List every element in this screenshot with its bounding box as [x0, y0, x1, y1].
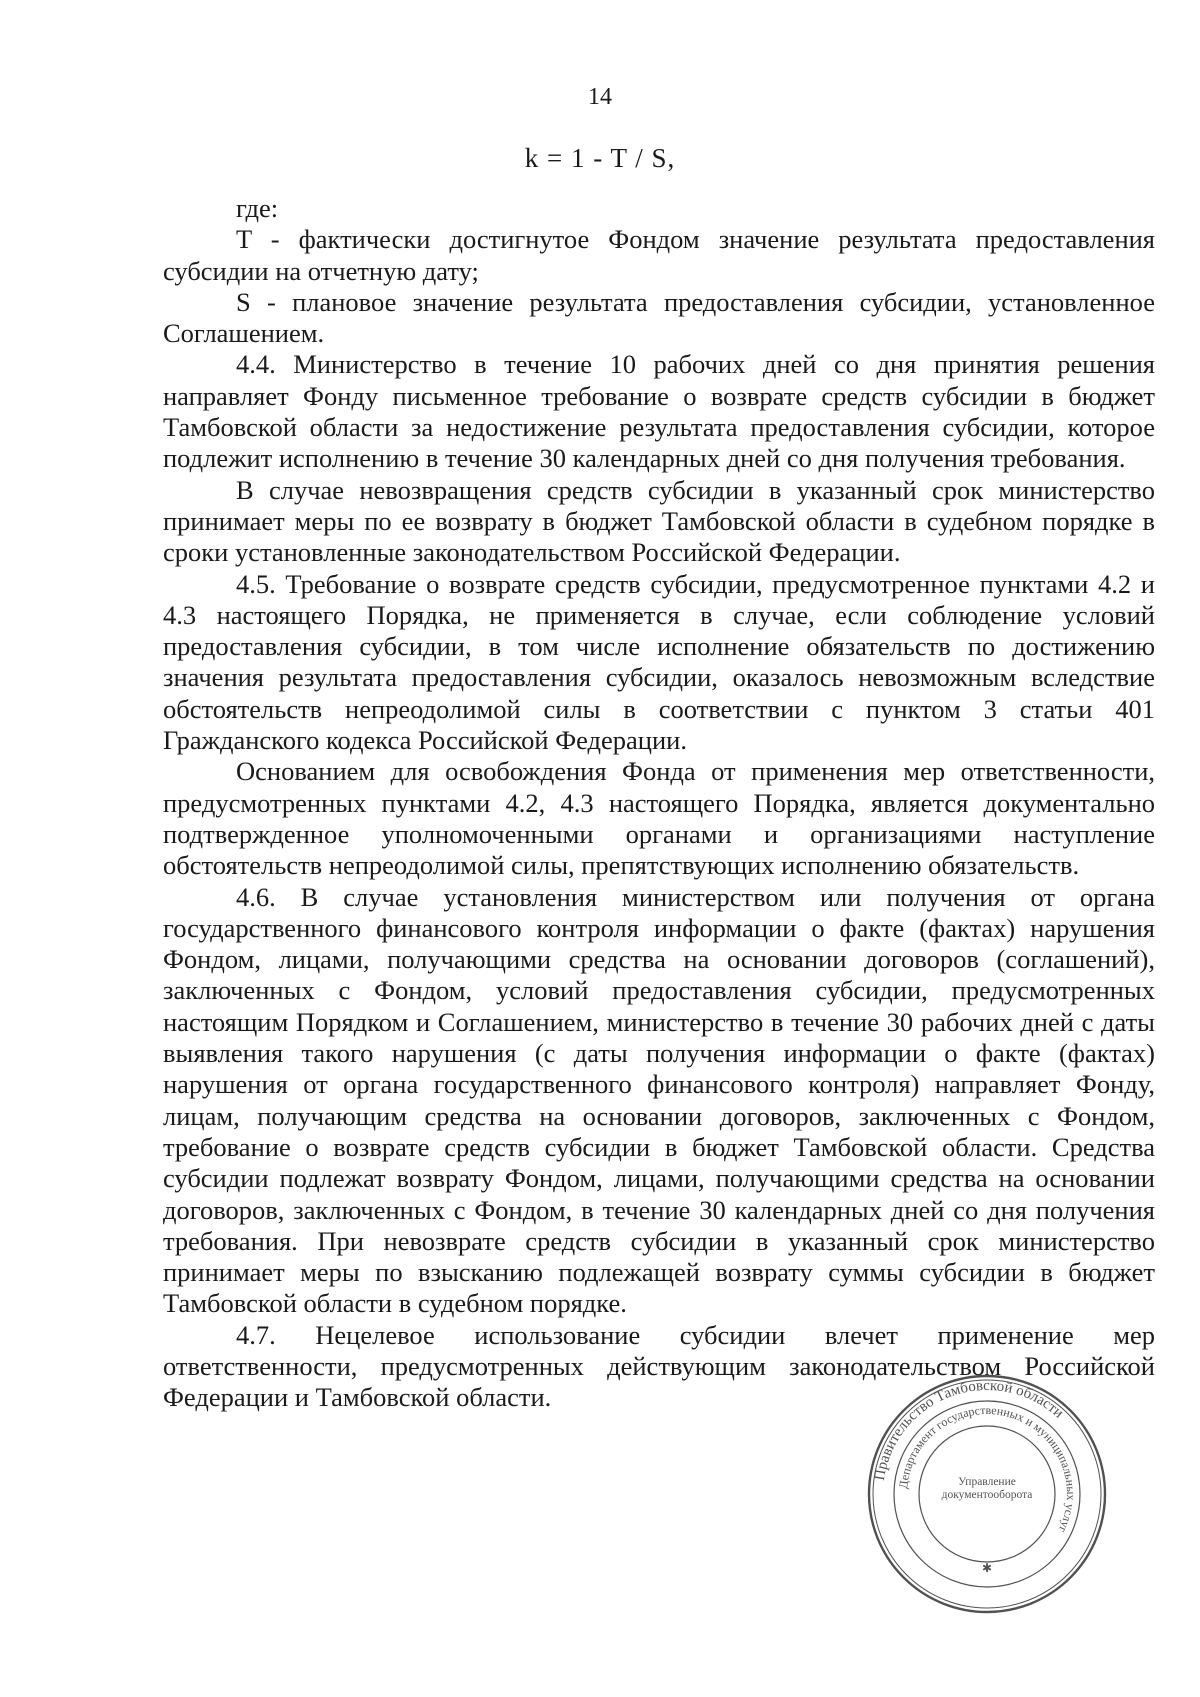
stamp-outer-text: Правительство Тамбовской области — [871, 1377, 1067, 1482]
paragraph-where: где: — [236, 193, 279, 223]
stamp-star-icon: ✱ — [981, 1561, 993, 1575]
paragraph-t-definition: T - фактически достигнутое Фондом значение результата предоставления субсидии на отчетную дату; — [163, 224, 1155, 286]
paragraph-4-5: 4.5. Требование о возврате средств субсидии, предусмотренное пунктами 4.2 и 4.3 настоящего Порядка, не применяется в случае, если соблюдение условий предоставления субсидии, в том числе исполнение обязательств по достижению значения результата предоставления субсидии, оказалось невозможным вследствие обстоятельств непреодолимой силы в соответствии с пунктом 3 статьи 401 Гражданского кодекса Российской Федерации. — [163, 568, 1155, 756]
paragraph-4-7: 4.7. Нецелевое использование субсидии влечет применение мер ответственности, предусмотренных действующим законодательством Российской Федерации и Тамбовской области. — [163, 1319, 1155, 1413]
stamp-center-text: Управление документооборота — [941, 1476, 1033, 1501]
paragraph-4-6: 4.6. В случае установления министерством или получения от органа государственного финансового контроля информации о факте (фактах) нарушения Фондом, лицами, получающими средства на основании договоров (соглашений), заключенных с Фондом, условий предоставления субсидии, предусмотренных настоящим Порядком и Соглашением, министерство в течение 30 рабочих дней с даты выявления такого нарушения (с даты получения информации о факте (фактах) нарушения от органа государственного финансового контроля) направляет Фонду, лицам, получающим средства на основании договоров, заключенных с Фондом, требование о возврате средств субсидии в бюджет Тамбовской области. Средства субсидии подлежат возврату Фондом, лицами, получающими средства на основании договоров, заключенных с Фондом, в течение 30 календарных дней со дня получения требования. При невозврате средств субсидии в указанный срок министерство принимает меры по взысканию подлежащей возврату суммы субсидии в бюджет Тамбовской области в судебном порядке. — [163, 881, 1155, 1319]
official-seal-stamp — [865, 1372, 1109, 1616]
formula: k = 1 - T / S, — [524, 143, 676, 173]
paragraph-non-return: В случае невозвращения средств субсидии в указанный срок министерство принимает меры по ее возврату в бюджет Тамбовской области в судебном порядке в сроки установленные законодательством Российской Федерации. — [163, 474, 1155, 568]
paragraph-s-definition: S - плановое значение результата предоставления субсидии, установленное Соглашением. — [163, 286, 1155, 349]
paragraph-release-basis: Основанием для освобождения Фонда от применения мер ответственности, предусмотренных пунктами 4.2, 4.3 настоящего Порядка, является документально подтвержденное уполномоченными органами и организациями наступление обстоятельств непреодолимой силы, препятствующих исполнению обязательств. — [163, 756, 1155, 881]
stamp-middle-text: Департамент государственных и муниципальных услуг — [896, 1402, 1079, 1535]
page-number: 14 — [588, 84, 612, 110]
document-body — [163, 193, 1155, 1414]
paragraph-4-4: 4.4. Министерство в течение 10 рабочих дней со дня принятия решения направляет Фонду письменное требование о возврате средств субсидии в бюджет Тамбовской области за недостижение результата предоставления субсидии, которое подлежит исполнению в течение 30 календарных дней со дня получения требования. — [163, 349, 1155, 474]
